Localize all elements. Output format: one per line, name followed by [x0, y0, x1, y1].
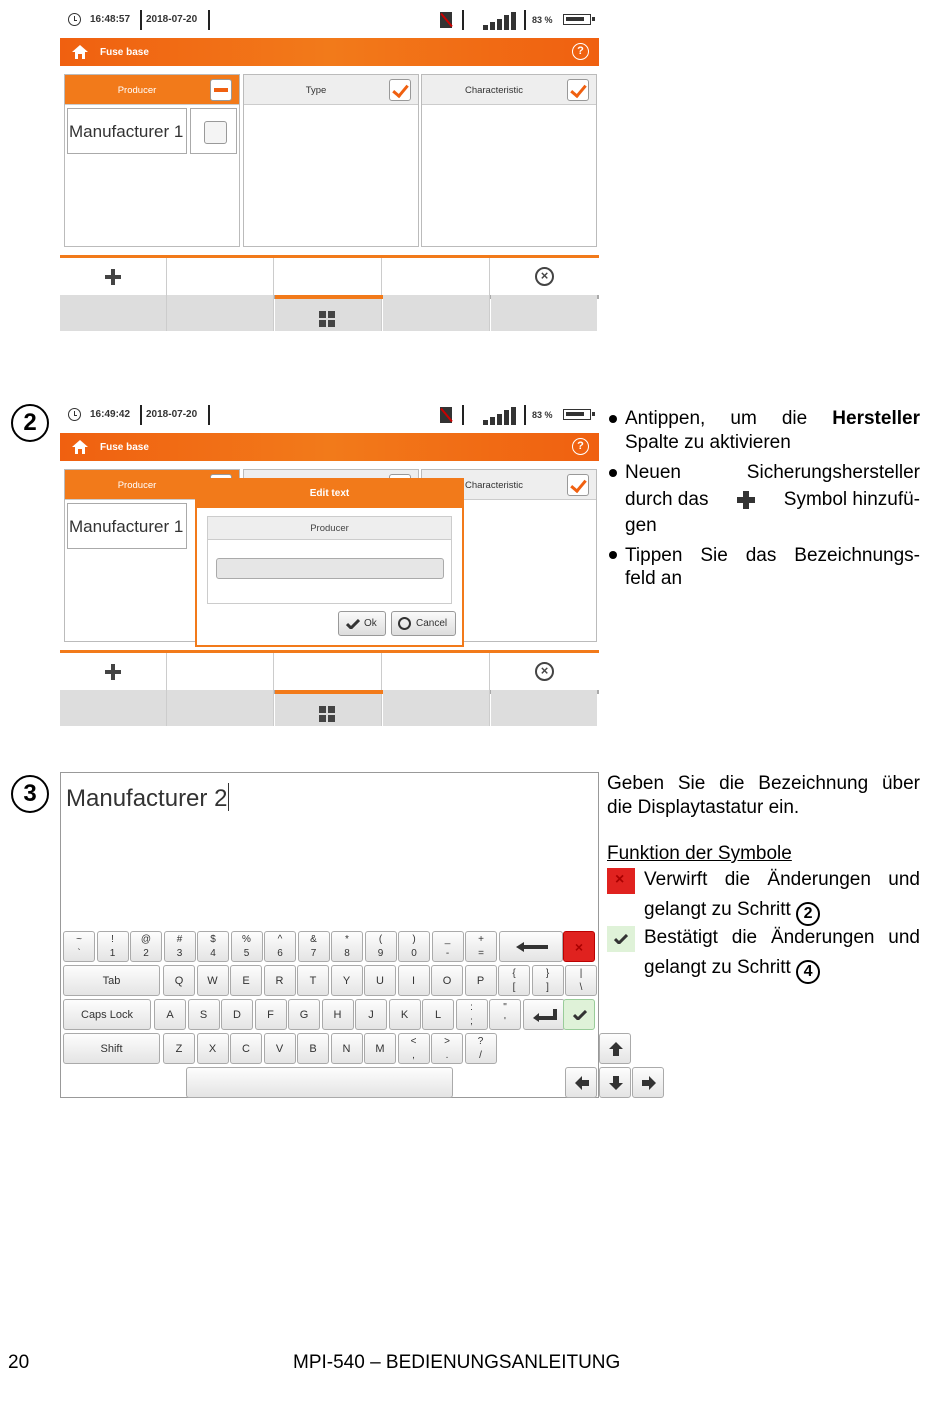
key-label: Z	[175, 1043, 183, 1055]
close-circle-icon: ×	[535, 267, 554, 286]
key-upper-label: &	[310, 934, 317, 945]
separator	[462, 405, 464, 425]
key-upper-label: %	[242, 934, 251, 945]
key-lower-label: ,	[412, 1050, 415, 1061]
battery-icon	[563, 14, 591, 25]
field-label: Producer	[208, 517, 451, 540]
separator	[140, 10, 142, 30]
key[interactable]	[431, 965, 463, 996]
toolbar-slot	[275, 653, 382, 690]
clock-icon	[68, 408, 81, 421]
producer-cell[interactable]: Manufacturer 1	[67, 503, 187, 549]
screen-title: Fuse base	[100, 442, 149, 453]
key-lower-label: 4	[210, 948, 216, 959]
help-icon[interactable]: ?	[572, 43, 589, 60]
key[interactable]	[197, 1033, 229, 1064]
text: gelangt zu Schritt	[644, 957, 791, 978]
key[interactable]	[264, 1033, 296, 1064]
key-label: B	[309, 1043, 317, 1055]
key-label: F	[267, 1009, 274, 1021]
key-label: R	[275, 975, 284, 987]
step-ref-4: 4	[796, 960, 820, 984]
key-label: L	[434, 1009, 442, 1021]
text: Spalte zu aktivieren	[625, 432, 791, 453]
cancel-label: Cancel	[416, 618, 448, 629]
separator	[524, 10, 526, 30]
cancel-icon	[398, 617, 411, 630]
key[interactable]	[264, 965, 296, 996]
producer-text-field[interactable]	[216, 558, 444, 579]
device-screen-1	[60, 4, 599, 331]
row-checkbox[interactable]	[204, 121, 227, 144]
text-input[interactable]	[66, 783, 229, 813]
text-caret	[228, 783, 229, 811]
key-upper-label: !	[111, 934, 114, 945]
status-bar	[60, 4, 599, 38]
key-label: O	[442, 975, 452, 987]
signal-icon	[483, 12, 517, 30]
status-bar	[60, 399, 599, 433]
key[interactable]	[364, 1033, 396, 1064]
column-characteristic[interactable]	[421, 74, 597, 247]
column-header-characteristic[interactable]: Characteristic	[464, 480, 524, 491]
key-lower-label: ]	[546, 982, 549, 993]
key-label: C	[242, 1043, 250, 1055]
key[interactable]	[355, 999, 387, 1030]
bullet	[609, 551, 617, 559]
key[interactable]	[288, 999, 320, 1030]
key[interactable]	[532, 965, 564, 996]
text: gelangt zu Schritt	[644, 899, 791, 920]
key-upper-label: }	[545, 968, 550, 979]
grid-menu-icon	[319, 706, 336, 723]
key-label: T	[309, 975, 317, 987]
key-lower-label: .	[445, 1050, 449, 1061]
separator	[140, 405, 142, 425]
key-lower-label: `	[77, 948, 81, 959]
key[interactable]	[221, 999, 253, 1030]
green-key-sample	[607, 926, 635, 952]
manual-title: MPI-540 – BEDIENUNGSANLEITUNG	[293, 1352, 621, 1373]
home-icon[interactable]	[72, 440, 88, 454]
key-upper-label: ?	[477, 1036, 484, 1047]
key[interactable]	[465, 931, 497, 962]
key-upper-label: $	[210, 934, 216, 945]
status-time: 16:49:42	[90, 409, 131, 420]
enter-arrow-icon	[533, 1009, 557, 1022]
title-bar	[60, 38, 599, 66]
checkbox-checked[interactable]	[389, 79, 411, 101]
checkbox-checked[interactable]	[567, 79, 589, 101]
check-icon	[573, 1010, 587, 1020]
key[interactable]	[498, 965, 530, 996]
ok-button[interactable]	[338, 611, 386, 636]
plus-icon	[735, 489, 757, 511]
toolbar-slot	[167, 258, 274, 295]
text: gen	[625, 515, 657, 536]
title-bar	[60, 433, 599, 461]
key-lower-label: /	[479, 1050, 482, 1061]
key[interactable]	[331, 931, 363, 962]
battery-percent: 83 %	[532, 15, 553, 25]
key-label: A	[166, 1009, 174, 1021]
key-label: U	[376, 975, 384, 987]
arrow-left-key[interactable]	[565, 1067, 597, 1098]
ok-label: Ok	[364, 618, 377, 629]
help-icon[interactable]: ?	[572, 438, 589, 455]
key[interactable]	[197, 931, 229, 962]
key-lower-label: 9	[377, 948, 384, 959]
step-ref-2: 2	[796, 902, 820, 926]
key-label: N	[342, 1043, 351, 1055]
key-upper-label: ~	[76, 934, 82, 945]
key-lower-label: 1	[109, 948, 116, 959]
key-label: H	[333, 1009, 342, 1021]
check-icon	[614, 934, 628, 944]
key-label: D	[233, 1009, 241, 1021]
key-upper-label: |	[579, 968, 583, 979]
key[interactable]	[164, 931, 196, 962]
column-header-type[interactable]: Type	[305, 85, 327, 96]
separator	[462, 10, 464, 30]
key-label: M	[375, 1043, 385, 1055]
key[interactable]	[255, 999, 287, 1030]
key[interactable]	[331, 965, 363, 996]
status-time: 16:48:57	[90, 14, 131, 25]
key[interactable]	[398, 1033, 430, 1064]
key-label: Shift	[100, 1043, 123, 1055]
key[interactable]	[489, 999, 521, 1030]
dialog-title: Edit text	[197, 480, 462, 508]
arrow-down-icon	[609, 1076, 623, 1090]
toolbar-slot	[275, 258, 382, 295]
key[interactable]	[465, 965, 497, 996]
key-upper-label: {	[512, 968, 516, 979]
tab-key[interactable]	[63, 965, 160, 996]
key[interactable]	[63, 931, 95, 962]
step-number-2: 2	[11, 404, 49, 442]
key[interactable]	[130, 931, 162, 962]
key[interactable]	[365, 931, 397, 962]
bullet	[609, 415, 617, 423]
menu-button[interactable]	[275, 694, 382, 726]
backspace-key[interactable]	[499, 931, 563, 962]
status-date: 2018-07-20	[146, 14, 198, 25]
enter-key[interactable]	[523, 999, 565, 1030]
key[interactable]	[97, 931, 129, 962]
toolbar-slot	[383, 653, 490, 690]
delete-button[interactable]	[491, 258, 597, 295]
key-label: W	[207, 975, 218, 987]
page-number: 20	[8, 1352, 30, 1373]
delete-button[interactable]	[491, 653, 597, 690]
add-button[interactable]	[60, 653, 167, 690]
text: durch das	[625, 489, 709, 510]
shift-up-key[interactable]	[599, 1033, 631, 1064]
collapse-checkbox[interactable]	[210, 79, 232, 101]
separator	[208, 405, 210, 425]
row-select[interactable]	[190, 108, 237, 154]
cancel-button[interactable]	[391, 611, 456, 636]
arrow-right-icon	[642, 1076, 656, 1090]
key[interactable]	[188, 999, 220, 1030]
confirm-key[interactable]	[563, 999, 595, 1030]
key[interactable]	[297, 965, 329, 996]
key-upper-label: ^	[277, 934, 283, 945]
key-upper-label: _	[444, 934, 451, 945]
screen-title: Fuse base	[100, 47, 149, 58]
signal-icon	[483, 407, 517, 425]
step-number-3: 3	[11, 775, 49, 813]
key[interactable]	[230, 965, 262, 996]
section-heading: Funktion der Symbole	[607, 843, 792, 864]
arrow-up-icon	[609, 1042, 623, 1056]
key-lower-label: 7	[310, 948, 317, 959]
key-lower-label: 3	[176, 948, 183, 959]
sd-card-missing-icon	[440, 12, 452, 28]
key-upper-label: @	[140, 934, 152, 945]
close-circle-icon: ×	[535, 662, 554, 681]
key-upper-label: +	[478, 934, 484, 945]
key[interactable]	[331, 1033, 363, 1064]
text: Sicherungshersteller	[746, 462, 920, 483]
key[interactable]	[163, 965, 195, 996]
key[interactable]	[231, 931, 263, 962]
sd-card-missing-icon	[440, 407, 452, 423]
key[interactable]	[398, 931, 430, 962]
separator	[208, 10, 210, 30]
text: die	[781, 408, 808, 429]
key-upper-label: *	[345, 934, 349, 945]
key-lower-label: 2	[143, 948, 149, 959]
checkbox-checked[interactable]	[567, 474, 589, 496]
bottom-toolbar	[60, 650, 599, 726]
text-bold: Hersteller	[832, 408, 920, 429]
separator	[524, 405, 526, 425]
bullet	[609, 469, 617, 477]
key-upper-label: #	[176, 934, 183, 945]
text: Bestätigt die Änderungen und	[644, 927, 920, 948]
column-type[interactable]	[243, 74, 419, 247]
key-upper-label: <	[410, 1036, 417, 1047]
key-lower-label: 6	[277, 948, 283, 959]
key-upper-label: )	[412, 934, 416, 945]
check-icon	[346, 619, 360, 629]
key-lower-label: \	[579, 982, 583, 993]
text: um	[730, 408, 757, 429]
edit-text-dialog	[195, 478, 464, 647]
key[interactable]	[297, 1033, 329, 1064]
key[interactable]	[154, 999, 186, 1030]
key-label: Caps Lock	[81, 1009, 133, 1021]
key-upper-label: :	[470, 1002, 473, 1013]
key-label: P	[476, 975, 485, 987]
key-label: G	[299, 1009, 309, 1021]
menu-button[interactable]	[275, 299, 382, 331]
key[interactable]	[398, 965, 430, 996]
arrow-right-key[interactable]	[632, 1067, 664, 1098]
arrow-left-icon	[575, 1076, 589, 1090]
column-header-producer[interactable]: Producer	[117, 85, 157, 96]
key[interactable]	[456, 999, 488, 1030]
keyboard-screen	[60, 772, 599, 1098]
plus-icon	[105, 269, 121, 285]
toolbar-slot	[383, 258, 490, 295]
key-lower-label: '	[504, 1016, 506, 1027]
shift-key[interactable]	[63, 1033, 160, 1064]
key-label: Tab	[102, 975, 121, 987]
space-key[interactable]	[186, 1067, 453, 1098]
key[interactable]	[163, 1033, 195, 1064]
key[interactable]	[364, 965, 396, 996]
producer-cell[interactable]: Manufacturer 1	[67, 108, 187, 154]
key-label: E	[242, 975, 250, 987]
grid-menu-icon	[319, 311, 336, 328]
key-label: J	[368, 1009, 374, 1021]
column-producer[interactable]	[64, 74, 240, 247]
key-label: S	[199, 1009, 208, 1021]
plus-icon	[105, 664, 121, 680]
text: Verwirft die Änderungen und	[644, 869, 920, 890]
key-lower-label: 5	[243, 948, 250, 959]
key-lower-label: [	[512, 982, 516, 993]
key[interactable]	[431, 1033, 463, 1064]
key-lower-label: ;	[470, 1016, 473, 1027]
text: Tippen Sie das Bezeichnungs-	[625, 545, 920, 566]
key-upper-label: "	[503, 1002, 507, 1013]
key[interactable]	[432, 931, 464, 962]
key-label: X	[208, 1043, 217, 1055]
key-label: I	[411, 975, 416, 987]
key-upper-label: (	[378, 934, 383, 945]
key[interactable]	[389, 999, 421, 1030]
key[interactable]	[197, 965, 229, 996]
key-lower-label: -	[445, 948, 450, 959]
key-label: Q	[174, 975, 184, 987]
text: Symbol hinzufü-	[783, 489, 920, 510]
column-header-characteristic[interactable]: Characteristic	[464, 85, 524, 96]
key[interactable]	[298, 931, 330, 962]
toolbar-slot	[167, 653, 274, 690]
status-date: 2018-07-20	[146, 409, 198, 420]
key-upper-label: >	[444, 1036, 450, 1047]
key[interactable]	[264, 931, 296, 962]
home-icon[interactable]	[72, 45, 88, 59]
key[interactable]	[322, 999, 354, 1030]
arrow-down-key[interactable]	[599, 1067, 631, 1098]
bottom-toolbar	[60, 255, 599, 331]
key[interactable]	[422, 999, 454, 1030]
discard-key[interactable]	[563, 931, 595, 962]
text: feld an	[625, 568, 683, 589]
close-icon: ×	[574, 939, 584, 955]
column-header-producer[interactable]: Producer	[117, 480, 157, 491]
key[interactable]	[230, 1033, 262, 1064]
battery-icon	[563, 409, 591, 420]
red-key-sample: ×	[607, 868, 635, 894]
text: die Displaytastatur ein.	[607, 797, 800, 818]
battery-percent: 83 %	[532, 410, 553, 420]
key-label: V	[275, 1043, 284, 1055]
key-label: Y	[342, 975, 351, 987]
text: Antippen,	[625, 408, 706, 429]
device-screen-2	[60, 399, 599, 726]
key-lower-label: 8	[344, 948, 350, 959]
key-lower-label: 0	[411, 948, 417, 959]
text: Neuen	[625, 462, 681, 483]
input-value: Manufacturer 2	[66, 785, 228, 812]
backspace-arrow-icon	[516, 942, 548, 952]
key[interactable]	[565, 965, 597, 996]
key-label: K	[400, 1009, 409, 1021]
key-lower-label: =	[478, 948, 484, 959]
key[interactable]	[465, 1033, 497, 1064]
caps-lock-key[interactable]	[63, 999, 151, 1030]
text: Geben Sie die Bezeichnung über	[607, 773, 920, 794]
clock-icon	[68, 13, 81, 26]
add-button[interactable]	[60, 258, 167, 295]
